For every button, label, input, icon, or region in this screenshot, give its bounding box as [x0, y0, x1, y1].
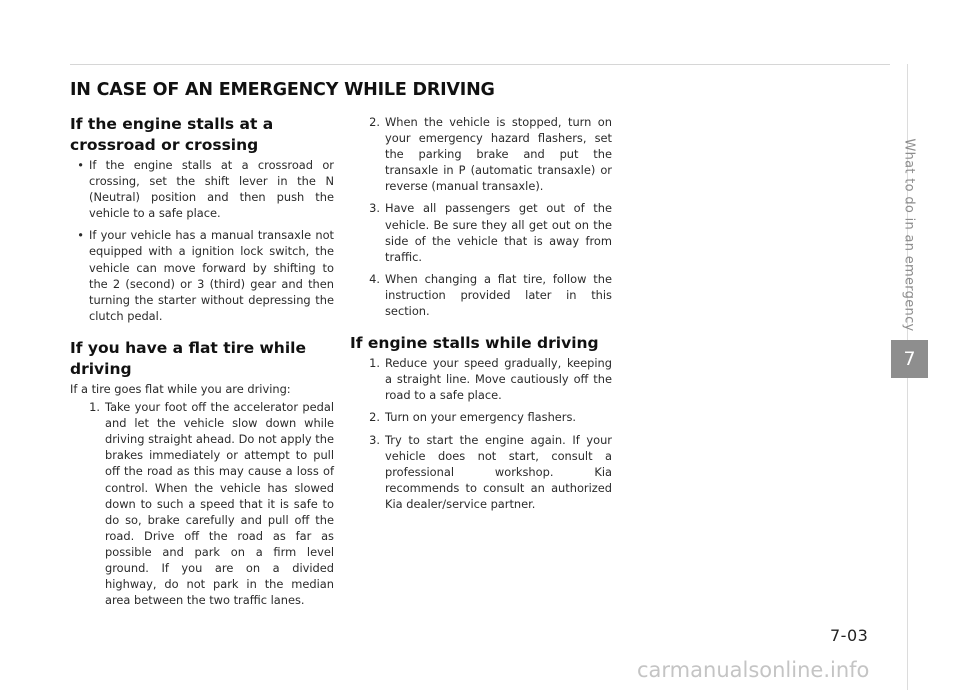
right-column	[350, 114, 612, 518]
item-text: Reduce your speed gradually, keeping a straight line. Move cautiously off the road to a safe place.	[385, 356, 612, 403]
item-number: 2.	[369, 115, 380, 129]
item-number: 4.	[369, 271, 380, 286]
bullet-icon: •	[77, 158, 84, 172]
item-text: Take your foot off the accelerator pedal and let the vehicle slow down while driving straight ahead. Do not apply the brakes immediately or attempt to pull off the road as this may cause a loss of control. When the vehicle has slowed down to such a speed that it is safe to do so, brake carefully and pull off the road. Drive off the road as far as possible and park on a firm level ground. If you are on a divided highway, do not park in the median area between the two traffic lanes.	[105, 400, 334, 608]
item-text: Have all passengers get out of the vehicle. Be sure they all get out on the side of the vehicle that is away from traffic.	[385, 201, 612, 264]
page-number: 7-03	[830, 626, 869, 645]
flat-tire-intro: If a tire goes flat while you are driving:	[70, 381, 291, 396]
list-item	[350, 271, 612, 319]
bullet-text: If your vehicle has a manual transaxle not equipped with a ignition lock switch, the vehicle can move forward by shifting to the 2 (second) or 3 (third) gear and then turning the starter without depressing the clutch pedal.	[89, 228, 334, 323]
page-title: IN CASE OF AN EMERGENCY WHILE DRIVING	[70, 80, 495, 100]
list-item	[70, 227, 334, 324]
item-text: Try to start the engine again. If your vehicle does not start, consult a professional workshop. Kia recommends to consult an authorized Kia dealer/service partner.	[385, 432, 612, 511]
left-column	[70, 114, 334, 614]
item-number: 3.	[369, 201, 380, 216]
header-rule	[70, 64, 890, 65]
heading-engine-stalls-crossroad: If the engine stalls at a crossroad or crossing	[70, 115, 274, 154]
list-item	[350, 355, 612, 403]
item-text: When the vehicle is stopped, turn on your emergency hazard flashers, set the parking brake and put the transaxle in P (automatic transaxle) or reverse (manual transaxle).	[385, 115, 612, 194]
list-item	[70, 157, 334, 221]
list-item	[350, 432, 612, 512]
bullet-text: If the engine stalls at a crossroad or crossing, set the shift lever in the N (Neutral) position and then push the vehicle to a safe place.	[89, 158, 334, 221]
heading-engine-stalls-driving: If engine stalls while driving	[350, 334, 599, 353]
item-number: 1.	[89, 400, 100, 415]
heading-flat-tire: If you have a flat tire while driving	[70, 338, 306, 378]
list-item	[350, 409, 612, 425]
item-text: Turn on your emergency flashers.	[385, 410, 577, 425]
bullet-icon: •	[77, 228, 84, 243]
list-item	[350, 114, 612, 194]
item-text: When changing a flat tire, follow the instruction provided later in this section.	[385, 271, 612, 319]
item-number: 3.	[369, 432, 380, 447]
watermark: carmanualsonline.info	[637, 658, 870, 682]
chapter-label: What to do in an emergency	[901, 138, 917, 332]
item-number: 1.	[369, 356, 380, 371]
item-number: 2.	[369, 410, 380, 425]
list-item	[350, 200, 612, 264]
list-item	[70, 399, 334, 608]
chapter-number-badge: 7	[891, 340, 928, 378]
